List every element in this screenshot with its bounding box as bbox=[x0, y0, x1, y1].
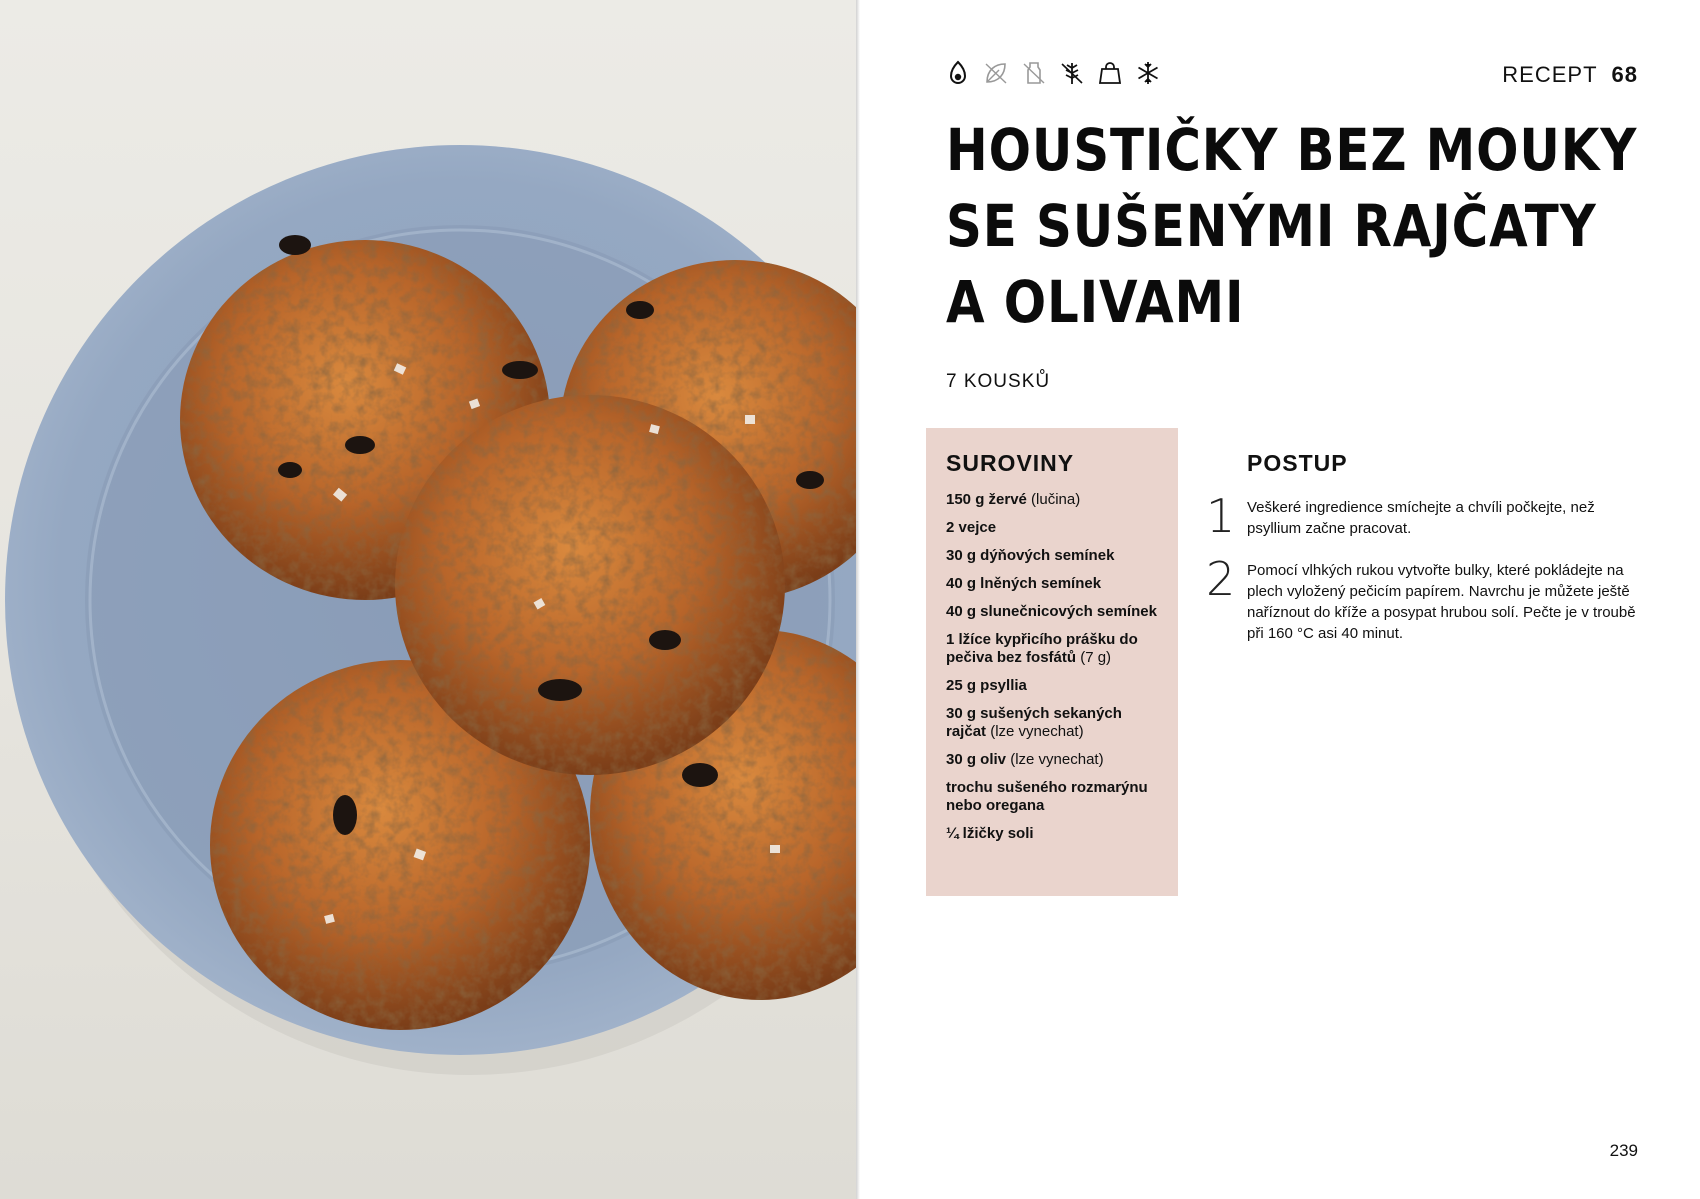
ingredients-heading: SUROVINY bbox=[946, 450, 1075, 476]
recipe-number bbox=[1502, 62, 1638, 88]
recipe-number-value: 68 bbox=[1611, 62, 1638, 87]
servings: 7 KOUSKŮ bbox=[946, 371, 1051, 392]
recipe-label: RECEPT bbox=[1502, 62, 1598, 87]
ingredient-note: (7 g) bbox=[1076, 649, 1112, 666]
ingredient-item bbox=[946, 491, 1158, 509]
bag-icon bbox=[1097, 60, 1123, 86]
ingredient-note: (lze vynechat) bbox=[1006, 751, 1104, 768]
ingredient-item bbox=[946, 631, 1158, 667]
ingredient-note: (lučina) bbox=[1026, 491, 1081, 508]
recipe-title bbox=[946, 112, 1638, 340]
ingredient-item bbox=[946, 547, 1158, 565]
method-heading: POSTUP bbox=[1247, 450, 1348, 476]
snowflake-icon bbox=[1135, 60, 1161, 86]
ingredient-amount: 1 lžíce kypřicího prášku do pečiva bez fosfátů bbox=[946, 631, 1138, 666]
ingredient-amount: 40 g lněných semínek bbox=[946, 575, 1102, 592]
step-text: Pomocí vlhkých rukou vytvořte bulky, které pokládejte na plech vyložený pečicím papírem. Navrchu je můžete ještě naříznout do kříže a posypat hrubou solí. Pečte je v troubě při 160 °C asi 40 minut. bbox=[1247, 562, 1636, 642]
ingredient-amount: ¼ lžičky soli bbox=[946, 825, 1034, 842]
ingredient-item bbox=[946, 779, 1158, 815]
ingredients-list bbox=[946, 491, 1158, 843]
ingredient-amount: trochu sušeného rozmarýnu nebo oregana bbox=[946, 779, 1148, 814]
ingredients-box bbox=[926, 428, 1178, 896]
ingredient-item bbox=[946, 705, 1158, 741]
ingredient-item bbox=[946, 825, 1158, 843]
page-number: 239 bbox=[1609, 1141, 1638, 1160]
step-number: 2 bbox=[1206, 552, 1236, 606]
ingredient-note: (lze vynechat) bbox=[986, 723, 1084, 740]
ingredient-amount: 30 g sušených sekaných rajčat bbox=[946, 705, 1122, 740]
ingredient-amount: 30 g dýňových semínek bbox=[946, 547, 1115, 564]
ingredient-amount: 150 g žervé bbox=[946, 491, 1027, 508]
diet-icons bbox=[945, 60, 1161, 86]
ingredient-amount: 40 g slunečnicových semínek bbox=[946, 603, 1157, 620]
leaf-icon bbox=[983, 60, 1009, 86]
step-number: 1 bbox=[1206, 489, 1236, 543]
ingredient-amount: 2 vejce bbox=[946, 519, 997, 536]
ingredient-amount: 30 g oliv bbox=[946, 751, 1007, 768]
ingredient-item bbox=[946, 603, 1158, 621]
page-gutter bbox=[856, 0, 860, 1199]
avocado-icon bbox=[945, 60, 971, 86]
ingredient-item bbox=[946, 575, 1158, 593]
ingredient-item bbox=[946, 519, 1158, 537]
title-line: SE SUŠENÝMI RAJČATY bbox=[946, 192, 1597, 260]
ingredient-amount: 25 g psyllia bbox=[946, 677, 1027, 694]
gluten-free-icon bbox=[1059, 60, 1085, 86]
title-line: HOUSTIČKY BEZ MOUKY bbox=[946, 116, 1638, 184]
ingredient-item bbox=[946, 751, 1158, 769]
ingredient-item bbox=[946, 677, 1158, 695]
step-text: Veškeré ingredience smíchejte a chvíli počkejte, než psyllium začne pracovat. bbox=[1247, 499, 1595, 537]
title-line: A OLIVAMI bbox=[946, 268, 1245, 336]
no-dairy-icon bbox=[1021, 60, 1047, 86]
